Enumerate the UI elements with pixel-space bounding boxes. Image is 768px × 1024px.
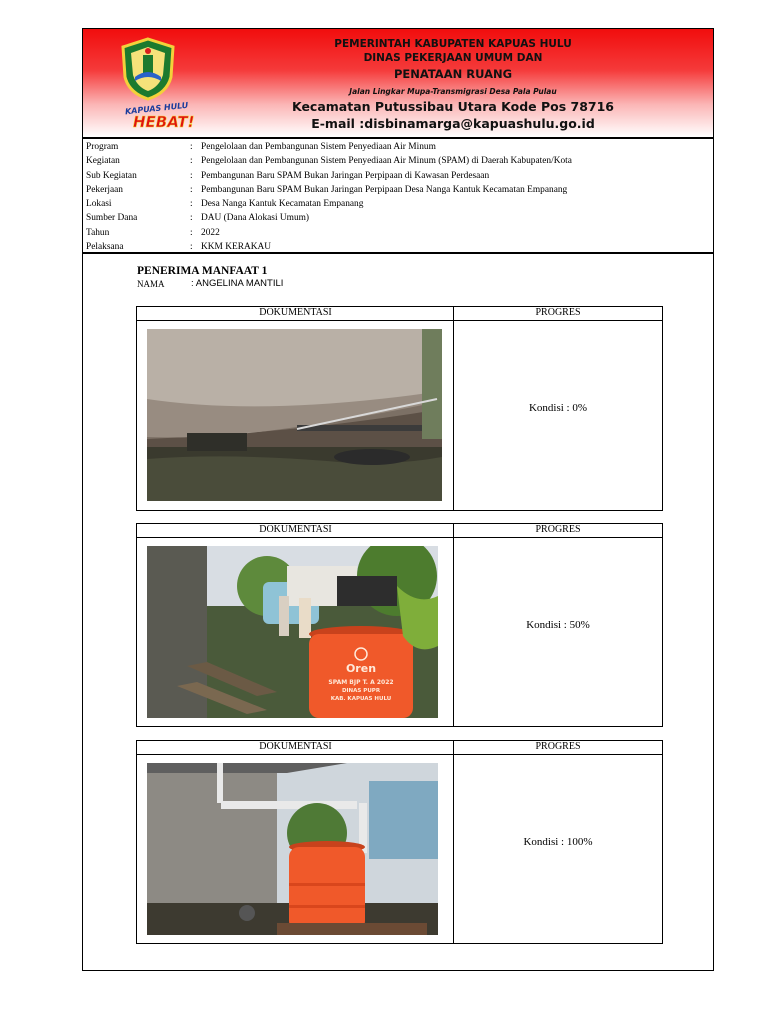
info-value: Pengelolaan dan Pembangunan Sistem Penyediaan Air Minum (SPAM) di Daerah Kabupaten/Kota	[201, 156, 572, 167]
header-divider	[83, 137, 713, 139]
info-label: Program	[86, 142, 119, 152]
header-line-1: PEMERINTAH KABUPATEN KAPUAS HULU	[334, 38, 572, 50]
info-separator: :	[190, 170, 193, 181]
svg-text:HEBAT!: HEBAT!	[133, 113, 195, 131]
info-value: KKM KERAKAU	[201, 242, 272, 253]
site-before-photo	[147, 329, 442, 501]
tank-brand-text: Oren	[345, 662, 377, 675]
doc-header-row	[137, 524, 662, 538]
project-info-table	[86, 140, 706, 254]
info-value: 2022	[201, 227, 220, 238]
tank-label-line3: KAB. KAPUAS HULU	[330, 696, 392, 702]
info-value: Pembangunan Baru SPAM Bukan Jaringan Perpipaan Desa Nanga Kantuk Kecamatan Empanang	[201, 184, 568, 195]
progress-status: Kondisi : 0%	[528, 402, 588, 414]
header-line-3: PENATAAN RUANG	[393, 67, 513, 81]
tank-label-line1: SPAM BJP T. A 2022	[328, 679, 394, 686]
info-row	[86, 197, 706, 211]
letterhead	[83, 29, 713, 137]
info-row	[86, 140, 706, 154]
info-separator: :	[190, 184, 193, 195]
documentation-block	[136, 740, 663, 944]
info-label: Sub Kegiatan	[86, 170, 137, 181]
doc-header-row	[137, 741, 662, 755]
tank-label-line2: DINAS PUPR	[341, 688, 381, 694]
slogan-logo	[117, 99, 217, 131]
info-divider	[83, 252, 713, 254]
info-row	[86, 169, 706, 183]
info-row	[86, 154, 706, 168]
kapuas-hulu-crest-icon	[119, 37, 177, 101]
tank-installation-photo	[147, 546, 442, 718]
info-separator: :	[190, 142, 193, 152]
documentation-header: DOKUMENTASI	[259, 524, 332, 535]
info-label: Pekerjaan	[86, 184, 123, 195]
info-label: Sumber Dana	[86, 213, 138, 224]
info-value: Pembangunan Baru SPAM Bukan Jaringan Perpipaan di Kawasan Perdesaan	[201, 170, 490, 181]
info-label: Lokasi	[86, 199, 112, 210]
svg-text:KAPUAS HULU: KAPUAS HULU	[124, 100, 189, 117]
info-value: Pengelolaan dan Pembangunan Sistem Penyediaan Air Minum	[201, 142, 436, 152]
beneficiary-title: PENERIMA MANFAAT 1	[137, 265, 268, 277]
doc-header-row	[137, 307, 662, 321]
info-separator: :	[190, 227, 193, 238]
progress-status: Kondisi : 50%	[526, 619, 590, 631]
progress-header: PROGRES	[535, 524, 581, 535]
info-separator: :	[190, 213, 193, 224]
info-value: DAU (Dana Alokasi Umum)	[201, 213, 310, 224]
documentation-header: DOKUMENTASI	[259, 741, 332, 752]
info-row	[86, 183, 706, 197]
info-row	[86, 226, 706, 240]
info-row	[86, 211, 706, 225]
header-email: E-mail :disbinamarga@kapuashulu.go.id	[311, 116, 595, 131]
info-label: Pelaksana	[86, 242, 124, 253]
header-district: Kecamatan Putussibau Utara Kode Pos 78716	[291, 99, 614, 114]
header-address: Jalan Lingkar Mupa-Transmigrasi Desa Pala Pulau	[349, 87, 557, 96]
documentation-block	[136, 306, 663, 511]
documentation-header: DOKUMENTASI	[259, 307, 332, 318]
progress-header: PROGRES	[535, 307, 581, 318]
info-separator: :	[190, 242, 193, 253]
name-value: : ANGELINA MANTILI	[191, 278, 284, 289]
documentation-block	[136, 523, 663, 727]
info-value: Desa Nanga Kantuk Kecamatan Empanang	[201, 199, 364, 210]
tank-completed-photo	[147, 763, 442, 935]
info-separator: :	[190, 156, 193, 167]
header-line-2: DINAS PEKERJAAN UMUM DAN	[363, 52, 543, 64]
name-label: NAMA	[137, 279, 165, 289]
info-separator: :	[190, 199, 193, 210]
info-label: Tahun	[86, 227, 110, 238]
progress-status: Kondisi : 100%	[523, 836, 593, 848]
info-label: Kegiatan	[86, 156, 120, 167]
progress-header: PROGRES	[535, 741, 581, 752]
